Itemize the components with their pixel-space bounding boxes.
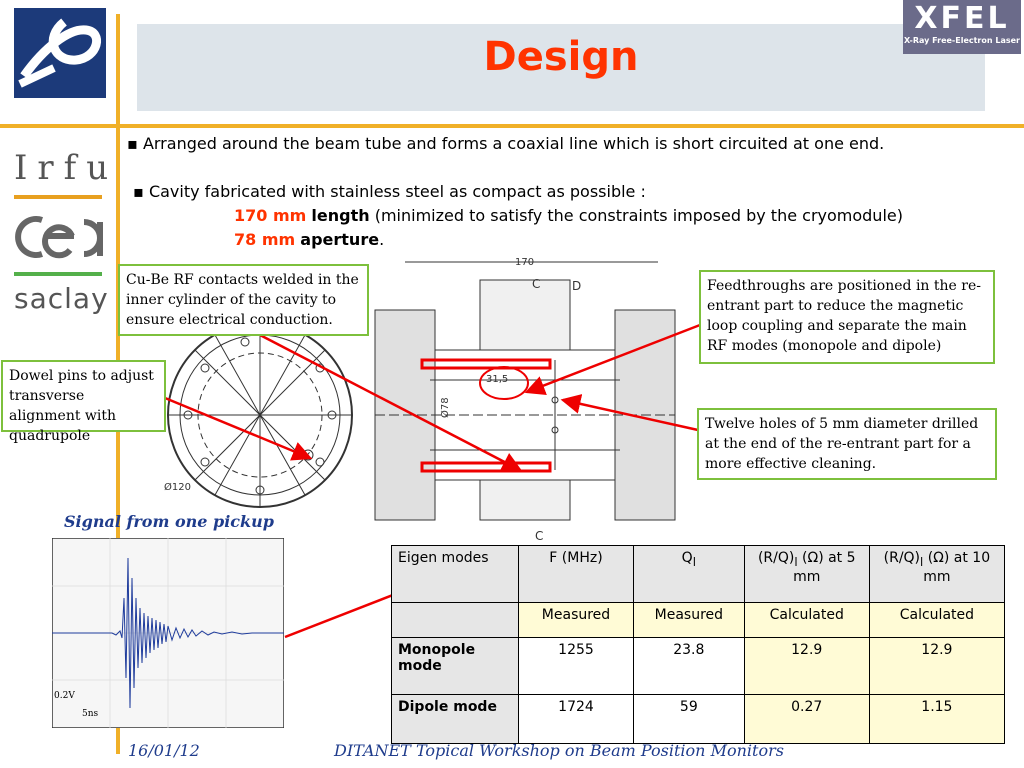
- table-cell: 59: [633, 695, 744, 744]
- arrow-holes: [563, 400, 698, 430]
- label-c-bottom: C: [535, 529, 544, 543]
- footer-date: 16/01/12: [128, 741, 200, 760]
- table-header-row: [392, 546, 1005, 603]
- table-row: [392, 638, 1005, 695]
- length-label: length: [311, 206, 370, 225]
- dim-170: 170: [515, 257, 535, 268]
- row-label: Dipole mode: [392, 695, 519, 744]
- length-value: 170 mm: [234, 206, 307, 225]
- aperture-end: .: [379, 230, 385, 249]
- subheader-cell: Measured: [633, 603, 744, 638]
- length-note: (minimized to satisfy the constraints imposed by the cryomodule): [374, 206, 903, 225]
- subheader-cell: Calculated: [869, 603, 1004, 638]
- subheader-cell: Calculated: [744, 603, 869, 638]
- subheader-cell: [392, 603, 519, 638]
- callout-dowel-pins: Dowel pins to adjust transverse alignment with quadrupole: [1, 360, 166, 432]
- saclay-logo: saclay: [14, 282, 109, 315]
- table-cell: 12.9: [869, 638, 1004, 695]
- callout-feedthroughs: Feedthroughs are positioned in the re-entrant part to reduce the magnetic loop coupling and separate the main RF modes (monopole and dipole): [699, 270, 995, 364]
- table-cell: 0.27: [744, 695, 869, 744]
- table-cell: 1724: [519, 695, 634, 744]
- irfu-logo: Irfu: [14, 148, 119, 188]
- q-sub: l: [692, 554, 696, 569]
- label-d: D: [572, 279, 582, 293]
- eigen-modes-table: [391, 545, 1005, 744]
- header-cell: Eigen modes: [392, 546, 519, 603]
- aperture-value: 78 mm: [234, 230, 296, 249]
- page-title: Design: [483, 34, 639, 80]
- xfel-logo-text: XFEL: [914, 1, 1010, 36]
- signal-time-scale: 5ns: [82, 709, 99, 719]
- signal-title: Signal from one pickup: [64, 512, 274, 531]
- rq1-rest: (Ω) at 5 mm: [793, 550, 856, 585]
- table-cell: 12.9: [744, 638, 869, 695]
- header-cell: [744, 546, 869, 603]
- rq2-rest: (Ω) at 10 mm: [923, 550, 991, 585]
- signal-volt-scale: 0.2V: [54, 691, 75, 701]
- dim-78: Ø78: [440, 397, 451, 418]
- header-cell: F (MHz): [519, 546, 634, 603]
- table-cell: 1.15: [869, 695, 1004, 744]
- bullet-marker: ▪: [133, 182, 149, 201]
- arrow-feed: [527, 325, 700, 392]
- table-cell: 23.8: [633, 638, 744, 695]
- subheader-cell: Measured: [519, 603, 634, 638]
- dim-120: Ø120: [164, 482, 191, 493]
- rq2-sub: l: [920, 554, 924, 569]
- row-label: Monopole mode: [392, 638, 519, 695]
- bullet-1-text: Arranged around the beam tube and forms a coaxial line which is short circuited at one end.: [142, 134, 885, 153]
- arrow-cube: [260, 335, 520, 470]
- rq1-sub: l: [794, 554, 798, 569]
- table-cell: 1255: [519, 638, 634, 695]
- q-label: Q: [681, 550, 693, 566]
- rq1-label: (R/Q): [757, 550, 795, 566]
- label-c-top: C: [532, 277, 541, 291]
- rq2-label: (R/Q): [883, 550, 921, 566]
- arrow-dowel: [165, 398, 310, 458]
- header-cell: [869, 546, 1004, 603]
- table-row: [392, 695, 1005, 744]
- aperture-label: aperture: [300, 230, 380, 249]
- bullet-marker: ▪: [127, 134, 143, 153]
- bullet-2-text: Cavity fabricated with stainless steel as compact as possible :: [148, 182, 646, 201]
- header-cell: [633, 546, 744, 603]
- callout-holes: Twelve holes of 5 mm diameter drilled at the end of the re-entrant part for a more effective cleaning.: [697, 408, 997, 480]
- callout-cube-contacts: Cu-Be RF contacts welded in the inner cylinder of the cavity to ensure electrical conduction.: [118, 264, 369, 336]
- dim-31-5: 31,5: [486, 374, 509, 385]
- footer-event: DITANET Topical Workshop on Beam Position Monitors: [334, 741, 784, 760]
- xfel-logo-subtitle: X-Ray Free-Electron Laser: [904, 36, 1020, 45]
- table-subheader-row: [392, 603, 1005, 638]
